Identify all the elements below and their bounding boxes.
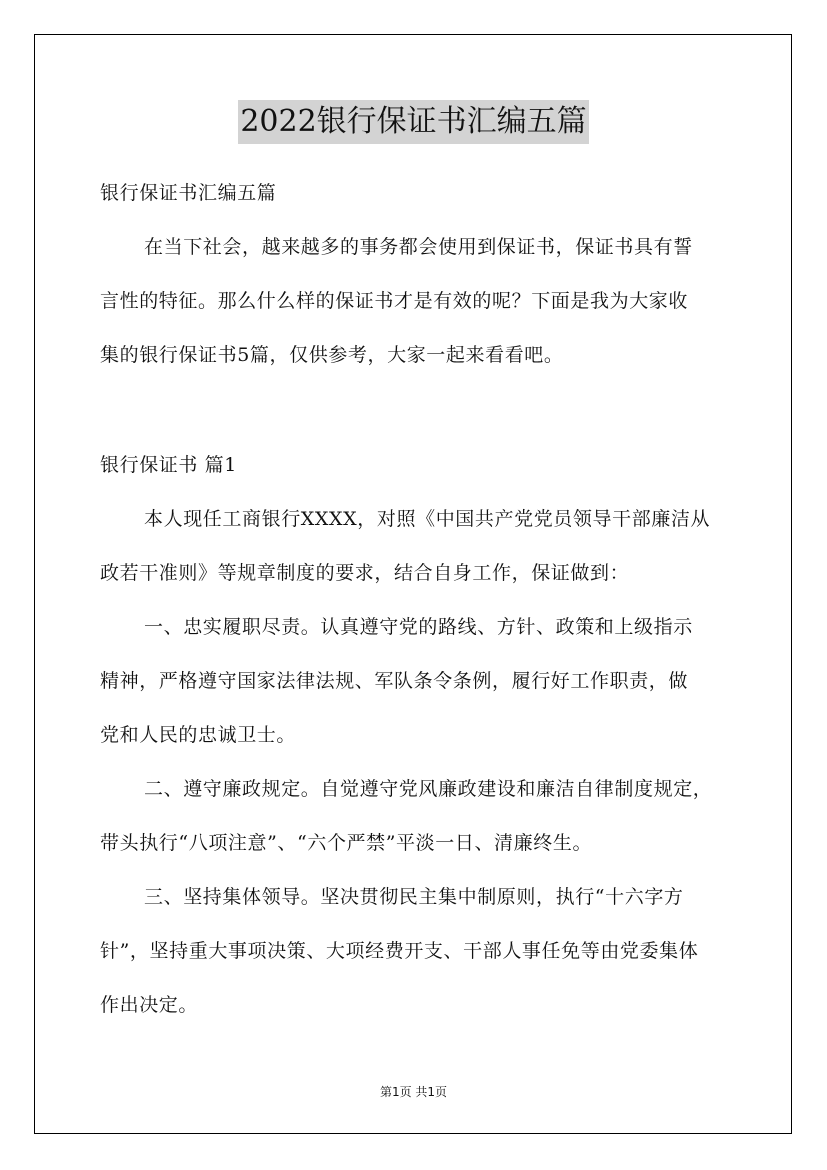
- body-line: 本人现任工商银行XXXX，对照《中国共产党党员领导干部廉洁从: [144, 508, 711, 530]
- body-line: 一、忠实履职尽责。认真遵守党的路线、方针、政策和上级指示: [144, 616, 693, 638]
- body-line: 作出决定。: [100, 994, 199, 1016]
- body-line: 党和人民的忠诚卫士。: [100, 724, 297, 746]
- body-line: 三、坚持集体领导。坚决贯彻民主集中制原则，执行“十六字方: [144, 886, 684, 908]
- body-line: 针”，坚持重大事项决策、大项经费开支、干部人事任免等由党委集体: [100, 940, 699, 962]
- document-title: [0, 100, 827, 144]
- document-title-text: 2022银行保证书汇编五篇: [238, 100, 588, 144]
- intro-line: 在当下社会，越来越多的事务都会使用到保证书，保证书具有誓: [144, 236, 693, 258]
- body-line: 带头执行“八项注意”、“六个严禁”平淡一日、清廉终生。: [100, 832, 593, 854]
- body-line: 政若干准则》等规章制度的要求，结合自身工作，保证做到：: [100, 562, 630, 584]
- page-footer: 第1页 共1页: [379, 1085, 448, 1099]
- section-title: 银行保证书 篇1: [100, 454, 237, 476]
- body-line: 二、遵守廉政规定。自觉遵守党风廉政建设和廉洁自律制度规定，: [144, 778, 713, 800]
- document-heading: 银行保证书汇编五篇: [100, 182, 277, 204]
- intro-line: 言性的特征。那么什么样的保证书才是有效的呢？下面是我为大家收: [100, 290, 689, 312]
- intro-line: 集的银行保证书5篇，仅供参考，大家一起来看看吧。: [100, 344, 564, 366]
- body-line: 精神，严格遵守国家法律法规、军队条令条例，履行好工作职责，做: [100, 670, 689, 692]
